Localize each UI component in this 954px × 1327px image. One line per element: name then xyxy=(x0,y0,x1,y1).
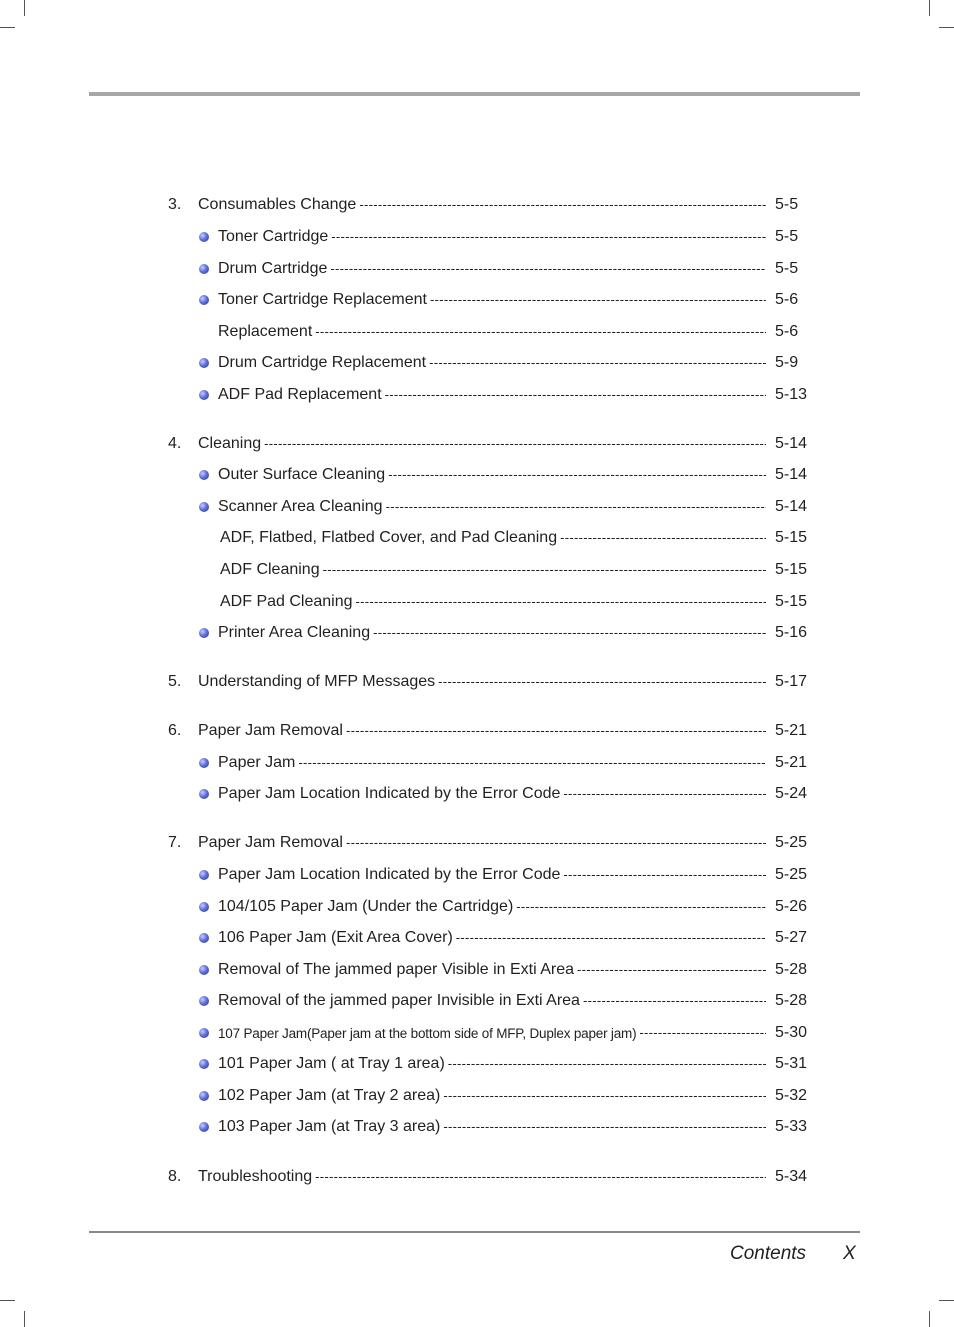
bullet-slot xyxy=(168,1091,218,1101)
toc-entry-title: Outer Surface Cleaning xyxy=(218,466,386,483)
dot-leader xyxy=(577,959,766,981)
toc-page-number: 5-28 xyxy=(775,961,808,978)
section-number: 6. xyxy=(168,722,182,739)
bullet-icon xyxy=(199,870,209,880)
toc-page-number: 5-25 xyxy=(775,834,808,851)
dot-leader xyxy=(388,464,766,486)
toc-page-number: 5-15 xyxy=(775,593,808,610)
toc-section-row[interactable] xyxy=(168,832,813,854)
crop-mark xyxy=(24,1311,25,1327)
dot-leader xyxy=(563,864,766,886)
dot-leader xyxy=(456,927,766,949)
bullet-slot xyxy=(168,390,218,400)
toc-page-number: 5-24 xyxy=(775,785,808,802)
footer-section-label: Contents xyxy=(730,1243,807,1264)
dot-leader xyxy=(560,527,766,549)
toc-entry-row[interactable] xyxy=(168,864,813,886)
dot-leader xyxy=(264,433,766,455)
toc-entry-title: ADF, Flatbed, Flatbed Cover, and Pad Cleaning xyxy=(220,529,558,546)
toc-page-number: 5-14 xyxy=(775,435,808,452)
toc-entry-title: Replacement xyxy=(218,323,313,340)
toc-section-row[interactable] xyxy=(168,1166,813,1188)
toc-entry-title: 101 Paper Jam ( at Tray 1 area) xyxy=(218,1055,445,1072)
section-number: 3. xyxy=(168,196,182,213)
bullet-icon xyxy=(199,628,209,638)
dot-leader xyxy=(373,622,766,644)
bullet-slot xyxy=(168,933,218,943)
toc-entry-row[interactable] xyxy=(168,1085,813,1107)
bullet-icon xyxy=(199,470,209,480)
bullet-slot xyxy=(168,628,218,638)
toc-page-number: 5-25 xyxy=(775,866,808,883)
dot-leader xyxy=(315,1166,766,1188)
dot-leader xyxy=(331,226,766,248)
bullet-slot xyxy=(168,1122,218,1132)
dot-leader xyxy=(443,1085,766,1107)
toc-page-number: 5-21 xyxy=(775,754,808,771)
dot-leader xyxy=(563,783,766,805)
dot-leader xyxy=(386,496,766,518)
bullet-slot xyxy=(168,789,218,799)
toc-entry-row[interactable] xyxy=(168,1022,813,1044)
section-number: 4. xyxy=(168,435,182,452)
bullet-slot xyxy=(168,232,218,242)
toc-entry-title: Toner Cartridge Replacement xyxy=(218,291,427,308)
bullet-icon xyxy=(199,358,209,368)
toc-entry-title: 103 Paper Jam (at Tray 3 area) xyxy=(218,1118,441,1135)
bullet-slot xyxy=(168,870,218,880)
dot-leader xyxy=(583,990,766,1012)
toc-entry-row[interactable] xyxy=(168,591,813,613)
section-number: 8. xyxy=(168,1168,182,1185)
bullet-slot xyxy=(168,1028,218,1038)
toc-page-number: 5-30 xyxy=(775,1024,808,1041)
toc-entry-row[interactable] xyxy=(168,464,813,486)
crop-mark xyxy=(939,1300,954,1301)
dot-leader xyxy=(438,671,766,693)
toc-entry-row[interactable] xyxy=(168,896,813,918)
footer-rule xyxy=(89,1231,860,1233)
toc-entry-row[interactable] xyxy=(168,321,813,343)
toc-section-row[interactable] xyxy=(168,720,813,742)
bullet-slot xyxy=(168,264,218,274)
toc-entry-title: Paper Jam xyxy=(218,754,296,771)
toc-page-number: 5-9 xyxy=(775,354,799,371)
bullet-icon xyxy=(199,1059,209,1069)
toc-page-number: 5-17 xyxy=(775,673,808,690)
bullet-slot xyxy=(168,902,218,912)
toc-section-row[interactable] xyxy=(168,671,813,693)
toc-entry-row[interactable] xyxy=(168,1116,813,1138)
bullet-slot xyxy=(168,758,218,768)
toc-entry-row[interactable] xyxy=(168,258,813,280)
toc-entry-title: Cleaning xyxy=(198,435,262,452)
section-number: 5. xyxy=(168,673,182,690)
toc-page-number: 5-32 xyxy=(775,1087,808,1104)
dot-leader xyxy=(315,321,766,343)
dot-leader xyxy=(356,591,766,613)
toc-entry-title: 107 Paper Jam(Paper jam at the bottom side of MFP, Duplex paper jam) xyxy=(218,1025,637,1041)
toc-entry-row[interactable] xyxy=(168,1053,813,1075)
toc-page-number: 5-26 xyxy=(775,898,808,915)
toc-page-number: 5-13 xyxy=(775,386,808,403)
toc-entry-title: Toner Cartridge xyxy=(218,228,329,245)
toc-section-row[interactable] xyxy=(168,194,813,216)
bullet-icon xyxy=(199,1091,209,1101)
toc-entry-row[interactable] xyxy=(168,959,813,981)
bullet-icon xyxy=(199,933,209,943)
toc-page-number: 5-15 xyxy=(775,561,808,578)
toc-page-number: 5-14 xyxy=(775,466,808,483)
toc-page-number: 5-33 xyxy=(775,1118,808,1135)
crop-mark xyxy=(929,1311,930,1327)
toc-entry-title: Printer Area Cleaning xyxy=(218,624,371,641)
section-number: 7. xyxy=(168,834,182,851)
toc-section-row[interactable] xyxy=(168,433,813,455)
toc-entry-title: 106 Paper Jam (Exit Area Cover) xyxy=(218,929,453,946)
toc-page-number: 5-21 xyxy=(775,722,808,739)
toc-entry-title: Drum Cartridge Replacement xyxy=(218,354,427,371)
toc-entry-title: Removal of the jammed paper Invisible in Exti Area xyxy=(218,992,580,1009)
toc-entry-title: Paper Jam Removal xyxy=(198,834,343,851)
dot-leader xyxy=(359,194,766,216)
toc-page-number: 5-6 xyxy=(775,323,799,340)
dot-leader xyxy=(443,1116,766,1138)
bullet-icon xyxy=(199,502,209,512)
dot-leader xyxy=(323,559,766,581)
toc-entry-title: Paper Jam Location Indicated by the Error Code xyxy=(218,785,561,802)
toc-page-number: 5-28 xyxy=(775,992,808,1009)
toc-entry-row[interactable] xyxy=(168,622,813,644)
bullet-slot xyxy=(168,470,218,480)
toc-entry-title: Removal of The jammed paper Visible in Exti Area xyxy=(218,961,575,978)
dot-leader xyxy=(346,720,766,742)
bullet-icon xyxy=(199,1028,209,1038)
bullet-slot xyxy=(168,502,218,512)
dot-leader xyxy=(516,896,766,918)
toc-entry-row[interactable] xyxy=(168,496,813,518)
toc-entry-title: ADF Cleaning xyxy=(220,561,320,578)
dot-leader xyxy=(385,384,766,406)
toc-entry-title: Drum Cartridge xyxy=(218,260,328,277)
bullet-icon xyxy=(199,758,209,768)
toc-entry-row[interactable] xyxy=(168,927,813,949)
dot-leader xyxy=(430,289,766,311)
bullet-icon xyxy=(199,965,209,975)
bullet-icon xyxy=(199,902,209,912)
toc-entry-title: Paper Jam Location Indicated by the Error Code xyxy=(218,866,561,883)
toc-entry-title: Scanner Area Cleaning xyxy=(218,498,383,515)
toc-entry-title: 102 Paper Jam (at Tray 2 area) xyxy=(218,1087,441,1104)
toc-page-number: 5-16 xyxy=(775,624,808,641)
toc-entry-title: ADF Pad Cleaning xyxy=(220,593,353,610)
toc-entry-row[interactable] xyxy=(168,527,813,549)
toc-entry-title: Troubleshooting xyxy=(198,1168,313,1185)
toc-entry-row[interactable] xyxy=(168,352,813,374)
bullet-icon xyxy=(199,996,209,1006)
bullet-icon xyxy=(199,232,209,242)
toc-entry-row[interactable] xyxy=(168,226,813,248)
bullet-icon xyxy=(199,390,209,400)
toc-entry-row[interactable] xyxy=(168,559,813,581)
toc-entry-row[interactable] xyxy=(168,289,813,311)
bullet-icon xyxy=(199,295,209,305)
dot-leader xyxy=(429,352,766,374)
crop-mark xyxy=(0,1300,15,1301)
toc-page-number: 5-5 xyxy=(775,228,799,245)
bullet-icon xyxy=(199,1122,209,1132)
toc-page-number: 5-14 xyxy=(775,498,808,515)
dot-leader xyxy=(346,832,766,854)
dot-leader xyxy=(448,1053,766,1075)
bullet-slot xyxy=(168,1059,218,1069)
toc-entry-row[interactable] xyxy=(168,384,813,406)
toc-entry-title: Paper Jam Removal xyxy=(198,722,343,739)
toc-entry-title: ADF Pad Replacement xyxy=(218,386,382,403)
bullet-slot xyxy=(168,295,218,305)
bullet-slot xyxy=(168,358,218,368)
toc-page-number: 5-34 xyxy=(775,1168,808,1185)
bullet-icon xyxy=(199,789,209,799)
toc-entry-row[interactable] xyxy=(168,752,813,774)
bullet-slot xyxy=(168,965,218,975)
toc-entry-title: Consumables Change xyxy=(198,196,357,213)
toc-entry-row[interactable] xyxy=(168,990,813,1012)
toc-entry-row[interactable] xyxy=(168,783,813,805)
bullet-slot xyxy=(168,996,218,1006)
toc-page-number: 5-5 xyxy=(775,260,799,277)
toc-page-number: 5-5 xyxy=(775,196,799,213)
footer-page-number: X xyxy=(843,1243,856,1264)
toc-page-number: 5-6 xyxy=(775,291,799,308)
bullet-icon xyxy=(199,264,209,274)
toc-entry-title: Understanding of MFP Messages xyxy=(198,673,436,690)
dot-leader xyxy=(330,258,766,280)
toc-entry-title: 104/105 Paper Jam (Under the Cartridge) xyxy=(218,898,514,915)
dot-leader xyxy=(298,752,766,774)
toc-page-number: 5-31 xyxy=(775,1055,808,1072)
toc-page-number: 5-15 xyxy=(775,529,808,546)
dot-leader xyxy=(639,1022,766,1044)
toc-page-number: 5-27 xyxy=(775,929,808,946)
